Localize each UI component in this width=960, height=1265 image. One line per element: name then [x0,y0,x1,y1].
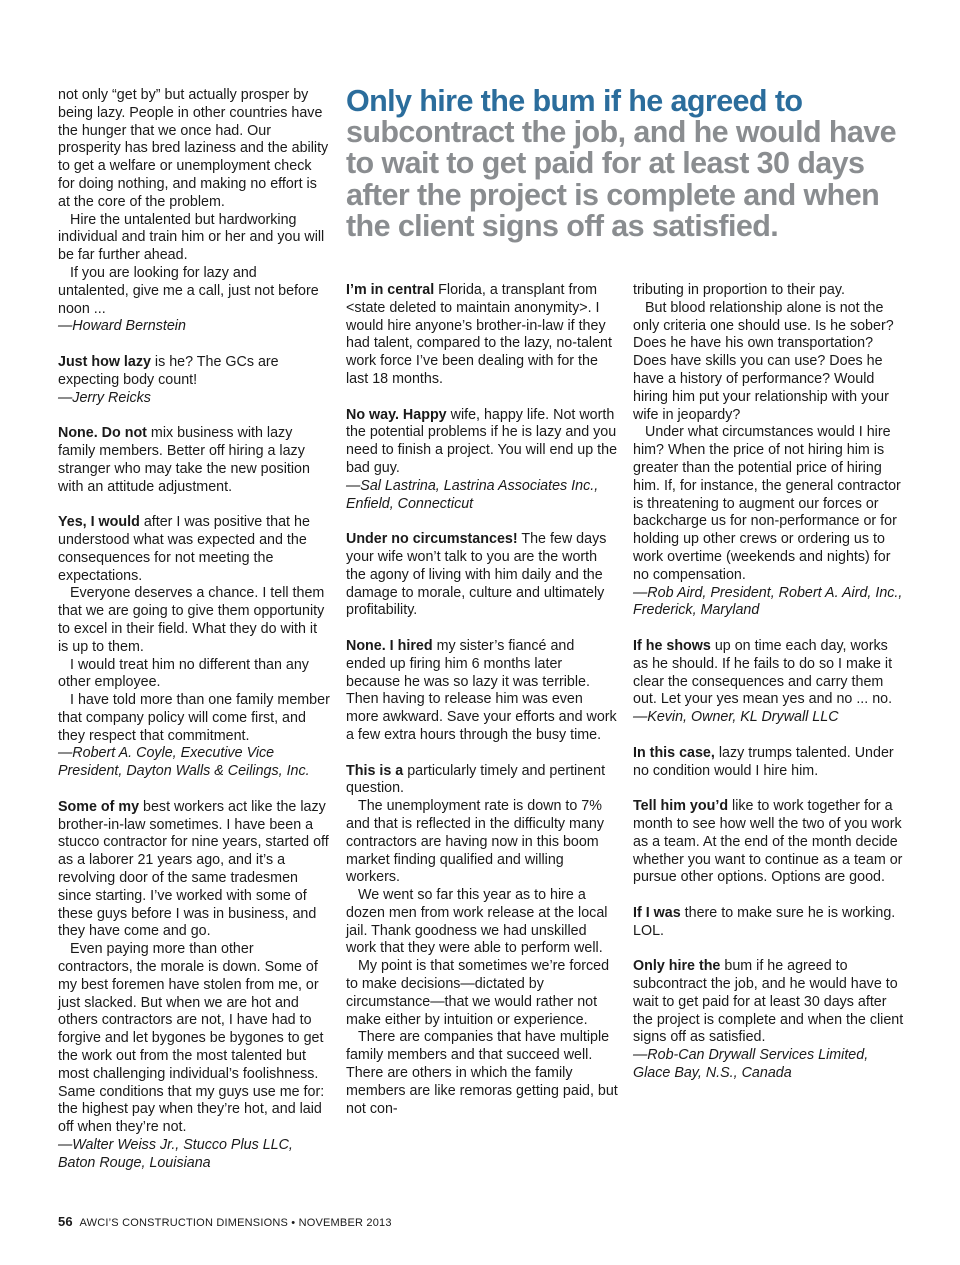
paragraph [633,905,905,941]
signature: —Howard Bernstein [58,318,186,335]
letter-walter-weiss [58,799,330,1173]
lead-in: None. Do not [58,425,147,442]
publication-line: AWCI’S CONSTRUCTION DIMENSIONS • NOVEMBER 2013 [79,1217,392,1229]
body-text: bum if he agreed to subcontract the job, and he would have to wait to get paid for at least 30 days after the project is complete and when the client signs off as satisfied. [633,958,904,1046]
body-text: mix business with lazy family members. Better off hiring a lazy stranger who may take the new position with an attitude adjustment. [58,425,310,495]
paragraph: The unemployment rate is down to 7% and that is reflected in the difficulty many contractors are having now in this boom market finding qualified and willing workers. [346,798,605,886]
paragraph [633,638,905,709]
signature: —Robert A. Coyle, Executive Vice President, Dayton Walls & Ceilings, Inc. [58,745,310,780]
signature: —Rob-Can Drywall Services Limited, Glace Bay, N.S., Canada [633,1047,869,1082]
paragraph: not only “get by” but actually prosper by being lazy. People in other countries have the hunger that we once had. Our prosperity has bred laziness and the ability to get a welfare or unemployment check for doing nothing, and making no effort is at the core of the problem. [58,87,329,210]
column-1 [58,87,330,1190]
letter-this-is-a [346,763,618,1119]
letter-rob-can-drywall [633,958,905,1083]
letter-in-this-case [633,745,905,781]
letter-rob-aird [633,282,905,620]
letter-none-do-not [58,425,330,496]
lead-in: Tell him you’d [633,798,729,815]
letter-none-i-hired [346,638,618,745]
column-2 [346,282,618,1136]
paragraph: tributing in proportion to their pay. [633,282,845,298]
body-text: like to work together for a month to see how well the two of you work as a team. At the end of the month decide whether you want to continue as a team or pursue other options. Options are good. [633,798,903,886]
paragraph: I would treat him no different than any other employee. [58,656,309,691]
lead-in: I’m in central [346,282,435,298]
paragraph [633,745,905,781]
lead-in: Under no circumstances! [346,531,518,548]
paragraph: There are companies that have multiple family members and that succeed well. There are others in which the family members are like remoras getting paid, but not con- [346,1029,618,1117]
letter-central-florida [346,282,618,389]
lead-in: Some of my [58,798,140,815]
body-text: Florida, a transplant from <state deleted to maintain anonymity>. I would hire anyone’s brother-in-law if they had talent, compared to the lazy, no-talent work force I’ve been dealing with for the last 18 months. [346,282,612,387]
body-text: particularly timely and pertinent question. [346,762,606,797]
body-text: wife, happy life. Not worth the potential problems if he is lazy and you need to finish a project. You will end up the bad guy. [346,406,618,476]
page-number: 56 [58,1214,73,1229]
signature: —Kevin, Owner, KL Drywall LLC [633,709,839,726]
letter-tell-him [633,798,905,887]
paragraph [58,514,330,585]
paragraph [58,425,330,496]
letter-if-i-was [633,905,905,941]
pull-quote-text: subcontract the job, and he would have to wait to get paid for at least 30 days after the project is complete and when the client signs off as satisfied. [346,115,896,243]
body-text: is he? The GCs are expecting body count! [58,353,279,388]
paragraph [633,958,905,1047]
paragraph: Everyone deserves a chance. I tell them that we are going to give them opportunity to excel in their field. What they do with it is up to them. [58,585,325,655]
body-text: up on time each day, works as he should. If he fails to do so I make it clear the consequences and carry them out. Let your yes mean yes and no ... no. [633,637,893,708]
letter-jerry-reicks [58,354,330,407]
lead-in: No way. Happy [346,406,447,423]
pull-quote [346,86,926,242]
lead-in: If I was [633,904,681,921]
letter-sal-lastrina [346,407,618,514]
paragraph: Even paying more than other contractors, the morale is down. Some of my best foremen have stolen from me, or just slacked. But when we are hot and others contractors are not, I have had to forgive and let bygones be bygones to get the work out from the most talented but most challenging individual’s foolishness. Same conditions that my guys use me for: the highest pay when they’re hot, and laid off when they’re not. [58,941,325,1136]
paragraph [346,531,618,620]
letter-kevin-kl-drywall [633,638,905,727]
paragraph: But blood relationship alone is not the only criteria one should use. Is he sober? Does he have his own transportation? Does have skills you can use? Does he have a history of performance? Would hiring him put your relationship with your wife in jeopardy? [633,299,894,423]
paragraph: I have told more than one family member that company policy will come first, and they respect that commitment. [58,692,330,744]
paragraph: My point is that sometimes we’re forced to make decisions—dictated by circumstance—that we would rather not make either by intuition or experience. [346,958,610,1028]
paragraph [346,638,618,745]
letter-howard-bernstein [58,87,330,336]
body-text: there to make sure he is working. LOL. [633,904,896,939]
signature: —Sal Lastrina, Lastrina Associates Inc., Enfield, Connecticut [346,477,599,512]
pull-quote-highlight: Only hire the bum if he agreed to [346,84,803,118]
paragraph [346,282,618,389]
paragraph: We went so far this year as to hire a dozen men from work release at the local jail. Thank goodness we had unskilled work that they were able to perform well. [346,887,608,957]
letter-under-no-circumstances [346,531,618,620]
paragraph [346,407,618,478]
lead-in: Only hire the [633,958,721,975]
signature: —Jerry Reicks [58,389,151,406]
paragraph [58,354,330,390]
lead-in: This is a [346,762,404,779]
body-text: best workers act like the lazy brother-in-law sometimes. I have been a stucco contractor for nine years, started off as a laborer 21 years ago, and it’s a revolving door of the same tradesmen since starting. I’ve worked with some of these guys before I was in business, and they have come and go. [58,798,329,940]
body-text: after I was positive that he understood what was expected and the consequences for not meeting the expectations. [58,514,310,584]
body-text: my sister’s fiancé and ended up firing him 6 months later because he was so lazy it was terrible. Then having to release him was even more awkward. Save your efforts and work a few extra hours through the busy time. [346,637,617,743]
lead-in: In this case, [633,744,715,761]
signature: —Rob Aird, President, Robert A. Aird, Inc., Frederick, Maryland [633,584,903,619]
body-text: The few days your wife won’t talk to you are the worth the agony of living with him daily and the damage to morale, culture and ultimately profitability. [346,531,607,619]
paragraph [58,799,330,941]
page-footer [58,1214,392,1229]
lead-in: Yes, I would [58,514,140,531]
column-3 [633,282,905,1101]
letter-robert-coyle [58,514,330,781]
body-text: lazy trumps talented. Under no condition would I hire him. [633,744,894,779]
paragraph: Hire the untalented but hardworking individual and train him or her and you will be far further ahead. [58,211,325,264]
paragraph [633,798,905,887]
paragraph [346,763,618,799]
paragraph: If you are looking for lazy and untalented, give me a call, just not before noon ... [58,264,319,317]
lead-in: Just how lazy [58,353,151,370]
signature: —Walter Weiss Jr., Stucco Plus LLC, Baton Rouge, Louisiana [58,1137,293,1171]
lead-in: If he shows [633,637,711,654]
lead-in: None. I hired [346,637,433,654]
paragraph: Under what circumstances would I hire him? When the price of not hiring him is greater than the potential price of hiring him. If, for instance, the general contractor is threatening to augment our forces or backcharge us for non-performance or for holding up other crews or ordering us to work overtime (weekends and nights) for no compensation. [633,424,901,583]
